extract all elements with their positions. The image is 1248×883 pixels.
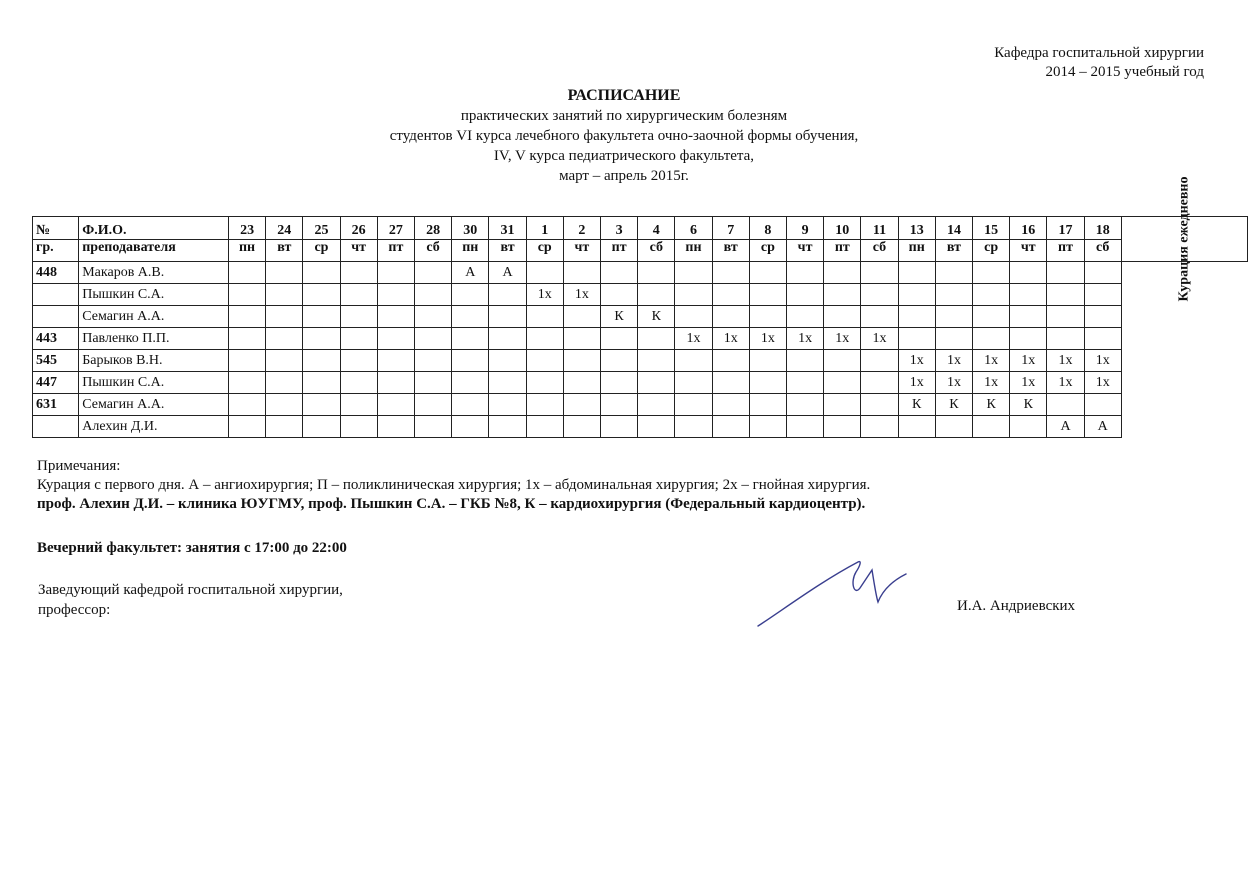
schedule-cell [414,372,451,394]
schedule-cell [266,394,303,416]
title-line-1: практических занятий по хирургическим болезням [460,108,788,124]
schedule-cell [600,328,637,350]
notes-block [37,457,870,514]
header-weekday: чт [563,240,600,262]
schedule-cell: 1х [1047,350,1084,372]
schedule-cell [1084,328,1121,350]
teacher-name: Барыков В.Н. [79,350,229,372]
schedule-cell [898,328,935,350]
header-weekday: ср [749,240,786,262]
schedule-cell: А [1084,416,1121,438]
schedule-cell [786,416,823,438]
schedule-cell [1010,416,1047,438]
schedule-cell [563,372,600,394]
schedule-cell [489,284,526,306]
schedule-cell [489,394,526,416]
schedule-cell [675,416,712,438]
schedule-cell [712,306,749,328]
header-weekday: пт [1047,240,1084,262]
schedule-cell [489,328,526,350]
schedule-cell: 1х [973,372,1010,394]
schedule-cell [1084,394,1121,416]
side-curation-label [1121,176,1247,302]
schedule-cell [712,284,749,306]
schedule-cell [303,262,340,284]
schedule-cell [228,262,265,284]
schedule-cell [675,394,712,416]
schedule-cell [824,416,861,438]
schedule-cell [600,372,637,394]
schedule-cell: 1х [898,372,935,394]
department-name: Кафедра госпитальной хирургии [994,45,1204,61]
notes-locations: проф. Алехин Д.И. – клиника ЮУГМУ, проф. Пышкин С.А. – ГКБ №8, К – кардиохирургия (Федеральный кардиоцентр). [37,496,866,512]
schedule-cell: 1х [563,284,600,306]
schedule-cell [973,416,1010,438]
header-weekday: чт [786,240,823,262]
header-weekday: чт [340,240,377,262]
schedule-cell [973,284,1010,306]
header-weekday: пт [824,240,861,262]
schedule-cell [786,306,823,328]
schedule-cell [303,372,340,394]
schedule-cell [1010,262,1047,284]
header-weekday: пн [452,240,489,262]
header-date: 1 [526,217,563,240]
schedule-cell [340,394,377,416]
schedule-cell [377,306,414,328]
group-number: 443 [33,328,79,350]
schedule-cell [1010,328,1047,350]
schedule-cell [377,328,414,350]
table-row [33,372,1248,394]
teacher-name: Семагин А.А. [79,394,229,416]
schedule-cell [303,350,340,372]
header-row-weekdays [33,240,1248,262]
schedule-cell [340,372,377,394]
schedule-cell [526,372,563,394]
schedule-cell [228,328,265,350]
header-teacher-name: Ф.И.О. [79,217,229,240]
schedule-cell [1047,394,1084,416]
signatory-name: И.А. Андриевских [957,598,1076,614]
schedule-cell [638,350,675,372]
schedule-cell: 1х [1010,350,1047,372]
schedule-cell [638,394,675,416]
header-weekday: сб [414,240,451,262]
schedule-cell [786,372,823,394]
header-group-label: гр. [33,240,79,262]
schedule-cell [935,284,972,306]
schedule-cell [489,350,526,372]
schedule-cell: К [935,394,972,416]
header-date: 2 [563,217,600,240]
schedule-cell: К [898,394,935,416]
schedule-cell [786,350,823,372]
position-line-1: Заведующий кафедрой госпитальной хирургии, [38,582,343,598]
schedule-cell [1010,284,1047,306]
schedule-cell: 1х [1084,372,1121,394]
document-title-block [0,86,1248,186]
table-row [33,328,1248,350]
schedule-cell [228,394,265,416]
schedule-cell [563,394,600,416]
header-date: 6 [675,217,712,240]
schedule-cell [712,262,749,284]
schedule-cell [600,284,637,306]
schedule-cell [489,372,526,394]
header-weekday: вт [266,240,303,262]
schedule-cell [861,372,898,394]
schedule-cell [303,416,340,438]
schedule-cell [414,284,451,306]
group-number: 631 [33,394,79,416]
teacher-name: Пышкин С.А. [79,284,229,306]
schedule-cell [228,372,265,394]
schedule-cell [675,350,712,372]
schedule-cell [563,262,600,284]
schedule-cell [340,306,377,328]
schedule-cell [675,372,712,394]
schedule-cell: 1х [786,328,823,350]
schedule-cell: 1х [749,328,786,350]
schedule-cell [228,306,265,328]
table-row [33,262,1248,284]
header-date: 9 [786,217,823,240]
header-weekday: пт [377,240,414,262]
header-teacher-label: преподавателя [79,240,229,262]
schedule-cell [861,350,898,372]
schedule-cell [861,416,898,438]
header-date: 30 [452,217,489,240]
teacher-name: Пышкин С.А. [79,372,229,394]
schedule-cell [414,394,451,416]
schedule-cell [266,372,303,394]
schedule-cell: А [1047,416,1084,438]
position-line-2: профессор: [38,602,111,618]
schedule-cell [489,416,526,438]
side-curation-text: Курация ежедневно [1176,176,1192,302]
header-date: 4 [638,217,675,240]
header-row-dates [33,217,1248,240]
schedule-cell [377,262,414,284]
schedule-cell: 1х [824,328,861,350]
schedule-cell [1084,284,1121,306]
schedule-cell [377,350,414,372]
header-weekday: вт [935,240,972,262]
schedule-cell [935,328,972,350]
schedule-cell [414,350,451,372]
schedule-cell [749,372,786,394]
schedule-cell [563,416,600,438]
schedule-cell [414,262,451,284]
schedule-cell [1084,306,1121,328]
schedule-cell [861,262,898,284]
header-date: 24 [266,217,303,240]
schedule-cell [266,262,303,284]
header-weekday: сб [1084,240,1121,262]
schedule-cell [563,328,600,350]
schedule-cell [526,394,563,416]
schedule-cell [638,262,675,284]
schedule-cell: 1х [898,350,935,372]
schedule-cell [266,416,303,438]
header-date: 28 [414,217,451,240]
schedule-cell [600,350,637,372]
schedule-cell [712,372,749,394]
table-row [33,350,1248,372]
schedule-cell [563,306,600,328]
schedule-cell [563,350,600,372]
schedule-cell [973,328,1010,350]
teacher-name: Павленко П.П. [79,328,229,350]
schedule-cell: 1х [861,328,898,350]
schedule-cell: 1х [1047,372,1084,394]
schedule-cell [600,416,637,438]
group-number: 545 [33,350,79,372]
table-row [33,394,1248,416]
schedule-cell [228,416,265,438]
schedule-cell [935,306,972,328]
schedule-cell [526,350,563,372]
schedule-cell [489,306,526,328]
notes-legend: Курация с первого дня. А – ангиохирургия; П – поликлиническая хирургия; 1х – абдоминальная хирургия; 2х – гнойная хирургия. [37,477,871,493]
signature-position [38,580,343,620]
header-weekday: ср [973,240,1010,262]
schedule-cell [452,284,489,306]
schedule-cell [1047,284,1084,306]
schedule-cell [266,284,303,306]
schedule-cell: К [600,306,637,328]
schedule-cell [452,416,489,438]
schedule-cell [824,306,861,328]
schedule-cell [786,394,823,416]
header-date: 3 [600,217,637,240]
schedule-cell: К [638,306,675,328]
header-date: 13 [898,217,935,240]
schedule-cell: 1х [935,350,972,372]
schedule-cell [526,328,563,350]
schedule-cell [452,306,489,328]
schedule-cell [973,262,1010,284]
schedule-cell: 1х [526,284,563,306]
group-number [33,306,79,328]
schedule-cell [675,262,712,284]
schedule-cell: 1х [712,328,749,350]
schedule-cell [712,350,749,372]
header-weekday: пт [600,240,637,262]
title-line-3: IV, V курса педиатрического факультета, [493,148,755,164]
schedule-cell [340,328,377,350]
header-date: 8 [749,217,786,240]
evening-faculty-note: Вечерний факультет: занятия с 17:00 до 22:00 [37,540,347,556]
table-row [33,416,1248,438]
schedule-cell [340,350,377,372]
group-number: 448 [33,262,79,284]
schedule-cell [228,284,265,306]
schedule-cell [266,328,303,350]
header-date: 16 [1010,217,1047,240]
header-weekday: ср [303,240,340,262]
schedule-cell [377,284,414,306]
header-weekday: пн [228,240,265,262]
schedule-cell [824,284,861,306]
header-date: 7 [712,217,749,240]
schedule-cell [675,284,712,306]
header-weekday: пн [675,240,712,262]
schedule-cell [675,306,712,328]
header-department-block [994,44,1204,82]
schedule-cell [266,350,303,372]
schedule-cell [228,350,265,372]
schedule-cell [973,306,1010,328]
schedule-cell [303,284,340,306]
schedule-cell [340,262,377,284]
group-number: 447 [33,372,79,394]
schedule-cell [1047,262,1084,284]
header-date: 27 [377,217,414,240]
header-weekday: сб [638,240,675,262]
schedule-cell [824,350,861,372]
header-weekday: вт [489,240,526,262]
schedule-cell: 1х [1010,372,1047,394]
schedule-cell [824,262,861,284]
document-title: РАСПИСАНИЕ [567,87,681,104]
header-date: 17 [1047,217,1084,240]
schedule-cell [414,416,451,438]
group-number [33,416,79,438]
schedule-cell: 1х [973,350,1010,372]
schedule-cell [1084,262,1121,284]
header-date: 18 [1084,217,1121,240]
schedule-cell: А [452,262,489,284]
schedule-cell: 1х [675,328,712,350]
teacher-name: Семагин А.А. [79,306,229,328]
schedule-cell [526,416,563,438]
schedule-cell [824,394,861,416]
schedule-cell [898,284,935,306]
schedule-cell [526,262,563,284]
schedule-cell [935,262,972,284]
table-row [33,306,1248,328]
header-date: 26 [340,217,377,240]
schedule-cell [638,328,675,350]
schedule-cell [712,416,749,438]
teacher-name: Макаров А.В. [79,262,229,284]
schedule-cell [303,306,340,328]
header-weekday: чт [1010,240,1047,262]
schedule-cell [600,262,637,284]
schedule-cell [861,284,898,306]
header-date: 11 [861,217,898,240]
table-row [33,284,1248,306]
schedule-cell [749,416,786,438]
schedule-cell: К [1010,394,1047,416]
header-weekday: сб [861,240,898,262]
schedule-cell [638,416,675,438]
header-date: 10 [824,217,861,240]
header-weekday: ср [526,240,563,262]
schedule-cell [786,284,823,306]
header-date: 25 [303,217,340,240]
schedule-cell [377,394,414,416]
header-date: 14 [935,217,972,240]
schedule-cell [712,394,749,416]
schedule-cell [749,350,786,372]
schedule-cell [340,416,377,438]
schedule-cell [786,262,823,284]
schedule-cell [1047,306,1084,328]
schedule-cell [898,416,935,438]
schedule-cell [638,284,675,306]
group-number [33,284,79,306]
schedule-cell: К [973,394,1010,416]
schedule-cell [340,284,377,306]
schedule-cell: 1х [1084,350,1121,372]
schedule-cell [861,306,898,328]
schedule-cell [452,394,489,416]
schedule-cell [935,416,972,438]
schedule-cell [266,306,303,328]
schedule-cell [526,306,563,328]
schedule-cell [377,416,414,438]
schedule-cell [377,372,414,394]
schedule-cell [452,372,489,394]
schedule-cell [898,262,935,284]
schedule-cell [898,306,935,328]
teacher-name: Алехин Д.И. [79,416,229,438]
schedule-cell [452,350,489,372]
schedule-cell [824,372,861,394]
signature-stroke [758,562,906,626]
header-weekday: вт [712,240,749,262]
header-date: 15 [973,217,1010,240]
notes-heading: Примечания: [37,458,121,474]
header-group-number: № [33,217,79,240]
title-line-4: март – апрель 2015г. [559,168,689,184]
schedule-cell: 1х [935,372,972,394]
schedule-cell [414,306,451,328]
schedule-cell [1047,328,1084,350]
schedule-cell [414,328,451,350]
title-line-2: студентов VI курса лечебного факультета очно-заочной формы обучения, [389,128,859,144]
header-date: 23 [228,217,265,240]
schedule-cell [1010,306,1047,328]
header-weekday: пн [898,240,935,262]
schedule-cell: А [489,262,526,284]
schedule-cell [303,328,340,350]
schedule-cell [638,372,675,394]
schedule-cell [452,328,489,350]
schedule-cell [303,394,340,416]
schedule-cell [749,262,786,284]
schedule-cell [749,394,786,416]
header-date: 31 [489,217,526,240]
schedule-cell [861,394,898,416]
schedule-cell [749,306,786,328]
schedule-cell [600,394,637,416]
schedule-cell [749,284,786,306]
handwritten-signature [750,552,930,632]
academic-year: 2014 – 2015 учебный год [1045,64,1204,80]
